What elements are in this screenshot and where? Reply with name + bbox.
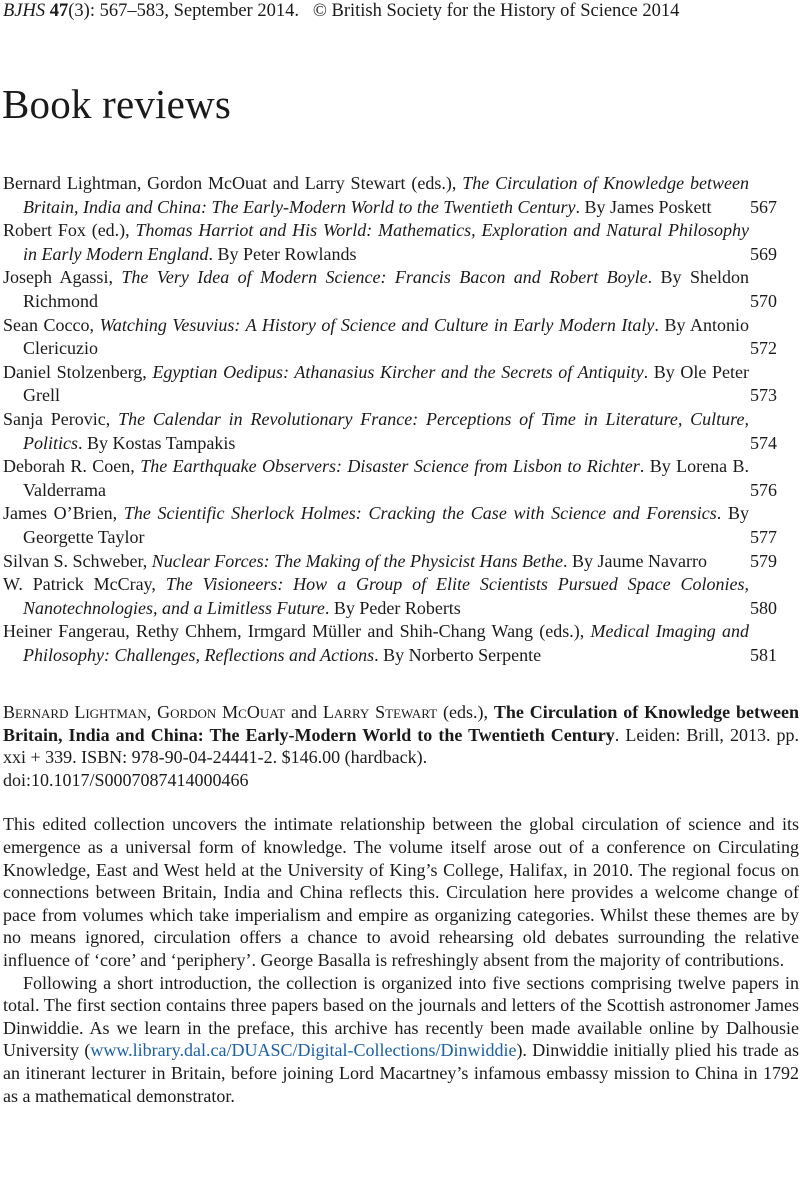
spacer: [3, 791, 799, 813]
review-doi: doi:10.1017/S0007087414000466: [3, 769, 249, 790]
toc-entry-authors: Deborah R. Coen,: [3, 456, 141, 477]
toc-entry-book-title: Medical Imaging and Philosophy: Challenges, Reflections and Actions: [23, 621, 750, 665]
toc-entry-text: [3, 550, 749, 574]
review-heading: [3, 701, 799, 791]
toc-entry-page-number: 579: [750, 550, 777, 571]
toc-entry-text: [3, 361, 749, 408]
toc-entry[interactable]: [3, 361, 777, 408]
review-editor-last: Larry Stewart: [322, 702, 438, 722]
review-body: [3, 701, 799, 1107]
toc-entry-reviewer: . By Sheldon Richmond: [23, 267, 749, 311]
toc-entry-book-title: The Circulation of Knowledge between Britain, India and China: The Early-Modern World to the Twentieth Century: [23, 173, 749, 217]
toc-entry-book-title: The Scientific Sherlock Holmes: Cracking the Case with Science and Forensics: [123, 503, 717, 524]
toc-entry[interactable]: [3, 408, 777, 455]
paragraph-2-end: ). Dinwiddie initially plied his trade as an itinerant lecturer in Britain, before joining Lord Macartney’s infamous embassy mission to China in 1792 as a mathematical demonstrator.: [3, 1040, 799, 1106]
toc-entry-reviewer: . By Peder Roberts: [324, 597, 461, 618]
toc-entry-book-title: The Very Idea of Modern Science: Francis Bacon and Robert Boyle: [121, 267, 648, 288]
toc-entry-authors: Joseph Agassi,: [3, 267, 122, 288]
toc-entry-book-title: Nuclear Forces: The Making of the Physicist Hans Bethe: [151, 550, 564, 571]
toc-entry[interactable]: [3, 502, 777, 549]
toc-entry-authors: Robert Fox (ed.),: [3, 220, 136, 241]
review-and: and: [285, 702, 323, 722]
toc-entry-text: [3, 266, 749, 313]
review-publication: . Leiden: Brill, 2013. pp. xxi + 339. ISBN: 978-90-04-24441-2. $146.00 (hardback).: [3, 724, 799, 768]
toc-entry-authors: Sanja Perovic,: [3, 408, 119, 429]
toc-entry-authors: Heiner Fangerau, Rethy Chhem, Irmgard Müller and Shih-Chang Wang (eds.),: [3, 621, 591, 642]
toc-entry[interactable]: [3, 172, 777, 219]
review-book-title: The Circulation of Knowledge between Britain, India and China: The Early-Modern World to the Twentieth Century: [3, 702, 799, 745]
archive-link[interactable]: www.library.dal.ca/DUASC/Digital-Collections/Dinwiddie: [90, 1040, 517, 1061]
toc-entry-reviewer: . By Norberto Serpente: [374, 644, 542, 665]
toc-entry-page-number: 567: [750, 196, 777, 217]
toc-entry-authors: W. Patrick McCray,: [3, 574, 166, 595]
toc-entry-book-title: The Earthquake Observers: Disaster Science from Lisbon to Richter: [140, 456, 640, 477]
toc-entry[interactable]: [3, 314, 777, 361]
issue-details: (3): 567–583, September 2014.: [68, 1, 299, 21]
toc-entry[interactable]: [3, 219, 777, 266]
copyright-notice: © British Society for the History of Science 2014: [312, 1, 680, 21]
toc-entry-page-number: 574: [750, 432, 777, 453]
toc-entry[interactable]: [3, 550, 777, 574]
paragraph-2: [3, 972, 799, 1108]
toc-entry-reviewer: . By Jaume Navarro: [563, 550, 707, 571]
toc-entry-book-title: Thomas Harriot and His World: Mathematics, Exploration and Natural Philosophy in Early Modern England: [23, 220, 749, 264]
toc-entry-reviewer: . By Peter Rowlands: [208, 243, 357, 264]
toc-entry-reviewer: . By Georgette Taylor: [23, 503, 749, 547]
paragraph-2-start: Following a short introduction, the collection is organized into five sections comprising twelve papers in total. The first section contains three papers based on the journals and letters of the Scottish astronomer James Dinwiddie. As we learn in the preface, this archive has recently been made available online by Dalhousie University (: [3, 972, 799, 1061]
toc-entry-page-number: 570: [750, 290, 777, 311]
toc-entry-book-title: Watching Vesuvius: A History of Science and Culture in Early Modern Italy: [99, 314, 655, 335]
toc-entry-authors: Bernard Lightman, Gordon McOuat and Larry Stewart (eds.),: [3, 173, 463, 193]
toc-entry-book-title: The Calendar in Revolutionary France: Perceptions of Time in Literature, Culture, Politics: [23, 408, 749, 453]
toc-entry[interactable]: [3, 620, 777, 667]
toc-entry-text: [3, 502, 749, 549]
section-title: Book reviews: [2, 81, 232, 127]
toc-entry-text: [3, 219, 749, 266]
toc-entry-book-title: Egyptian Oedipus: Athanasius Kircher and the Secrets of Antiquity: [152, 361, 644, 382]
toc-entry-authors: Silvan S. Schweber,: [3, 550, 152, 571]
review-eds: (eds.),: [437, 702, 494, 722]
toc-entry-page-number: 569: [750, 243, 777, 264]
toc-entry-reviewer: . By Ole Peter Grell: [23, 361, 750, 406]
review-editors: Bernard Lightman, Gordon McOuat: [3, 702, 286, 722]
table-of-contents: [3, 172, 777, 667]
toc-entry-text: [3, 314, 749, 361]
toc-entry-page-number: 581: [750, 644, 777, 665]
toc-entry-text: [3, 573, 749, 620]
toc-entry-page-number: 576: [750, 479, 777, 500]
toc-entry-authors: Daniel Stolzenberg,: [3, 361, 153, 382]
toc-entry-page-number: 580: [750, 597, 777, 618]
toc-entry-page-number: 572: [750, 338, 777, 359]
toc-entry-text: [3, 172, 749, 219]
toc-entry[interactable]: [3, 573, 777, 620]
toc-entry[interactable]: [3, 266, 777, 313]
journal-volume: 47: [49, 1, 69, 21]
toc-entry-text: [3, 455, 749, 502]
toc-entry-reviewer: . By Kostas Tampakis: [78, 432, 236, 453]
toc-entry-page-number: 577: [750, 526, 777, 547]
toc-entry[interactable]: [3, 455, 777, 502]
toc-entry-reviewer: . By Antonio Clericuzio: [23, 314, 749, 359]
toc-entry-text: [3, 408, 749, 455]
toc-entry-page-number: 573: [750, 385, 777, 406]
toc-entry-authors: Sean Cocco,: [3, 314, 100, 335]
toc-entry-book-title: The Visioneers: How a Group of Elite Scientists Pursued Space Colonies, Nanotechnologies, and a Limitless Future: [23, 574, 749, 618]
toc-entry-authors: James O’Brien,: [3, 503, 124, 524]
toc-entry-reviewer: . By James Poskett: [575, 196, 712, 217]
paragraph-1: This edited collection uncovers the intimate relationship between the global circulation of science and its emergence as a universal form of knowledge. The volume itself arose out of a conference on Circulating Knowledge, East and West held at the University of King’s College, Halifax, in 2010. The regional focus on connections between Britain, India and China reflects this. Circulation here provides a welcome change of pace from volumes which take imperialism and empire as organizing categories. Whilst these themes are by no means ignored, circulation offers a chance to avoid rehearsing old debates surrounding the relative influence of ‘core’ and ‘periphery’. George Basalla is refreshingly absent from the majority of contributions.: [3, 814, 799, 970]
toc-entry-reviewer: . By Lorena B. Valderrama: [23, 456, 749, 500]
journal-abbrev: BJHS: [3, 1, 46, 21]
toc-entry-text: [3, 620, 749, 667]
running-head: [3, 0, 799, 22]
